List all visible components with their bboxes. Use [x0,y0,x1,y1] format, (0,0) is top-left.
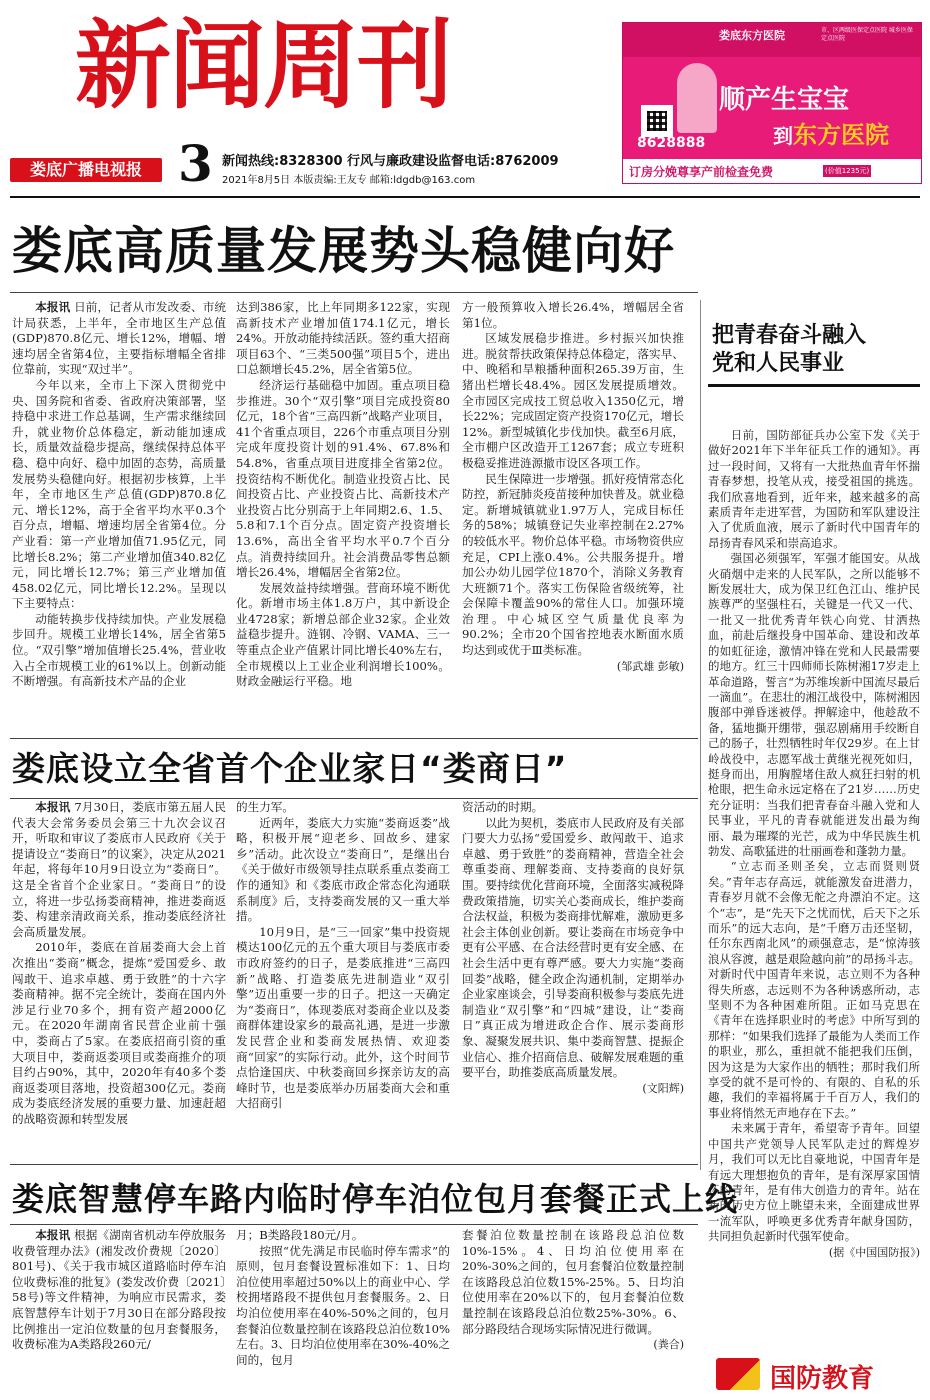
article3-paragraph: 套餐泊位数量控制在该路段总泊位数10%-15%。4、日均泊位使用率在20%-30%之间的，包月套餐泊位数量控制在该路段总泊位数15%-25%。5、日均泊位使用率在20%以下的，包月套餐泊位数量控制在该路段总泊位数25%-30%。6、部分路段结合现场实际情况进行微调。 [462,1228,684,1336]
national-defense-banner [712,1356,920,1392]
article1-paragraph: 方一般预算收入增长26.4%，增幅居全省第1位。 [462,300,684,330]
article2-paragraph: 近两年，娄底大力实施“娄商返娄”战略，积极开展“迎老乡、回故乡、建家乡”活动。此次设立“娄商日”，是继出台《关于做好市级领导挂点联系重点娄商工作的通知》和《娄底市政企常态化沟通联系制度》后，支持娄商发展的又一重大举措。 [236,815,450,924]
article2-paragraph: 2010年，娄底在首届娄商大会上首次推出“娄商”概念，提炼“爱国爱乡、敢闯敢干、追求卓越、勇于致胜”的十六字娄商精神。据不完全统计，娄商在国内外涉足行业70多个，拥有资产超2000亿元。在2020年湖南省民营企业前十强中，娄商占了5家。在娄底招商引资的重大项目中，娄商返娄项目或娄商推介的项目约占90%，其中，2020年有40多个娄商返娄项目落地，投资超300亿元。娄商成为娄底经济发展的重要力量、加速赶超的战略资源和转型发展 [12,940,226,1126]
article1-bottom-rule [10,738,698,739]
hotline-line: 新闻热线:8328300 行风与廉政建设监督电话:8762009 [222,154,559,169]
soldier-flag-icon [716,1358,760,1390]
article3-text: 根据《湖南省机动车停放服务收费管理办法》(湘发改价费规〔2020〕801号)、《关于我市城区道路临时停车泊位收费标准的批复》(娄发改价费〔2021〕58号)等文件精神，为响应市民需求，娄底智慧停车计划于7月30日在部分路段按比例推出一定泊位数量的包月套餐服务，收费标准为A类路段260元/ [12,1228,226,1352]
ad-price: (价值1235元) [825,167,870,175]
sidebar-headline-line2: 党和人民事业 [712,351,845,376]
article1-paragraph: 发展效益持续增强。营商环境不断优化。新增市场主体1.8万户，其中新设企业4728家；新增总部企业32家。企业效益稳步提升。涟钢、冷钢、VAMA、三一等重点企业产值累计同比增长40%左右，全市规模以上工业企业利润增长100%。财政金融运行平稳。地 [236,580,450,689]
station-label: 娄底广播电视报 [10,158,162,182]
defense-banner-title: 国防教育 [770,1364,875,1394]
masthead-divider [10,196,920,198]
ad-slogan-prefix: 到 [773,124,793,148]
article1-column-2 [236,300,450,728]
article2-byline: (文阳辉) [642,1081,684,1095]
article1-headline: 娄底高质量发展势头稳健向好 [12,222,675,280]
ad-note: 市、区两级医保定点医院 城乡医保定点医院 [821,27,913,42]
qr-code-pattern [647,111,667,131]
sidebar-divider [700,300,701,1170]
sidebar-paragraph: 日前，国防部征兵办公室下发《关于做好2021年下半年征兵工作的通知》。再过一段时间，又将有一大批热血青年怀揣青春梦想，投笔从戎，接受祖国的挑选。我们欣喜地看到，近年来，越来越多的高素质青年走进军营，为国防和军队建设注入了优质血液，展示了新时代中国青年的昂扬青春风采和崇高追求。 [708,428,920,550]
article3-paragraph: 月；B类路段180元/月。 [236,1228,364,1242]
article3-byline: (粪合) [653,1338,684,1352]
ad-bottom-band [623,159,921,183]
article3-rule [10,1224,698,1225]
article2-paragraph: 10月9日，是“三一回家”集中投资规模达100亿元的五个重大项目与娄底市委市政府签约的日子，是娄底推进“三高四新”战略、打造娄底先进制造业“双引擎”迈出重要一步的日子。把这一天确定为“娄商日”，体现娄底对娄商企业以及娄商群体建设家乡的最高礼遇，是进一步激发民营企业和娄商发展热情、欢迎娄商“回家”的实际行动。此外，这个时间节点恰逢国庆、中秋娄商回乡探亲访友的高峰时节，也是娄底举办历届娄商大会和重大招商引 [236,924,450,1111]
masthead-title: 新闻周刊 [75,10,451,122]
article1-paragraph: 达到386家，比上年同期多122家，实现高新技术产业增加值174.1亿元，增长24%。开放动能持续活跃。签约重大招商项目63个、“三类500强”项目5个，进出口总额增长45.2%，居全省第5位。 [236,300,450,377]
page-number: 3 [178,134,213,193]
article3-column-2 [236,1228,450,1390]
article1-lead: 本报讯 [35,300,71,314]
article1-paragraph: 民生保障进一步增强。抓好疫情常态化防控，新冠肺炎疫苗接种加快普及。就业稳定。新增城镇就业1.97万人，完成目标任务的58%；城镇登记失业率控制在2.27%的较低水平。物价总体平稳。市场物资供应充足，CPI上涨0.4%。公共服务提升。增加公办幼儿园学位1870个，消除义务教育大班额71个。落实工伤保险省级统筹，社会保障卡覆盖90%的常住人口。加强环境治理。中心城区空气质量优良率为90.2%；全市20个国省控地表水断面水质均达到或优于Ⅲ类标准。 [462,471,684,658]
ad-phone: 8628888 [637,135,706,151]
ad-hospital-name: 娄底东方医院 [719,29,785,42]
article3-paragraph: 按照“优先满足市民临时停车需求”的原则，包月套餐设置标准如下：1、日均泊位使用率超过50%以上的商业中心、学校拥堵路段不提供包月套餐服务。2、日均泊位使用率在40%-50%之间的，包月套餐泊位数量控制在该路段总泊位数10%左右。3、日均泊位使用率在30%-40%之间的，包月 [236,1243,450,1367]
article1-paragraph: 区域发展稳步推进。乡村振兴加快推进。脱贫帮扶政策保持总体稳定，落实早、中、晚稻和旱粮播种面积265.39万亩，生猪出栏增长48.4%。园区发展提质增效。全市园区完成技工贸总收入1350亿元，增长22%；完成固定资产投资170亿元，增长12%。新型城镇化步伐加快。截至6月底，全市棚户区改造开工1267套；成立专班积极稳妥推进涟源撤市设区各项工作。 [462,331,684,470]
article3-headline: 娄底智慧停车路内临时停车泊位包月套餐正式上线 [12,1180,739,1218]
article2-text: 7月30日，娄底市第五届人民代表大会常务委员会第三十九次会议召开，听取和审议了娄底市人民政府《关于提请设立“娄商日”的议案》，决定从2021年起，将每年10月9日设立为“娄商日”。这是全省首个企业家日。“娄商日”的设立，将进一步弘扬娄商精神，推进娄商返娄、构建亲清政商关系，推动娄底经济社会高质量发展。 [12,800,226,939]
qr-code-icon [641,105,673,137]
article2-column-2 [236,800,450,1160]
article1-rule [10,292,698,293]
article3-column-1 [12,1228,226,1390]
article1-text: 日前，记者从市发改委、市统计局获悉，上半年，全市地区生产总值(GDP)870.8亿元、增长12%，增幅、增速均居全省第4位，主要指标增幅全省排位靠前，实现“双过半”。 [12,300,226,377]
article2-headline: 娄底设立全省首个企业家日“娄商日” [12,749,568,788]
ad-slogan-hospital-text: 东方医院 [793,121,889,149]
article2-lead: 本报讯 [35,800,71,814]
article2-rule [10,798,698,799]
sidebar-headline-rule [708,384,920,387]
sidebar-source: (据《中国国防报》) [828,1245,920,1259]
article1-column-1 [12,300,226,728]
article1-byline: (邹武雄 彭敏) [616,659,684,673]
article1-column-3 [462,300,684,728]
article2-column-1 [12,800,226,1160]
article2-paragraph: 的生力军。 [236,800,294,814]
article1-paragraph: 动能转换步伐持续加快。产业发展稳步回升。规模工业增长14%，居全省第5位。“双引擎”增加值增长25.4%，营业收入占全市规模工业的61%以上。创新动能不断增强。有高新技术产品的企业 [12,611,226,689]
sidebar-headline-line1: 把青春奋斗融入 [712,323,867,348]
ad-slogan: 顺产生宝宝 [719,85,850,115]
sidebar-paragraph: 未来属于青年，希望寄予青年。回望中国共产党领导人民军队走过的辉煌岁月，我们可以无比自豪地说，中国青年是有远大理想抱负的青年，是有深厚家国情怀的青年，是有伟大创造力的青年。站在新的历史方位上眺望未来，全面建成世界一流军队，呼唤更多优秀青年献身国防，共同担负起新时代强军使命。 [708,1121,920,1244]
sidebar-headline [712,322,866,378]
article3-column-3 [462,1228,684,1390]
article3-lead: 本报讯 [35,1228,71,1242]
article2-bottom-rule [10,1164,698,1165]
dateline: 2021年8月5日 本版责编:王友专 邮箱:ldgdb@163.com [222,175,476,186]
hospital-advertisement [622,22,922,184]
sidebar-body [708,428,920,1356]
article1-paragraph: 经济运行基础稳中加固。重点项目稳步推进。30个“双引擎”项目完成投资80亿元，18个省“三高四新”战略产业项目，41个省重点项目，226个市重点项目分别完成年度投资计划的91.4%、67.8%和54.8%，省重点项目进度排全省第2位。投资结构不断优化。制造业投资占比、民间投资占比、产业投资占比、高新技术产业投资占比分别高于上年同期2.6、1.5、5.8和7.1个百分点。固定资产投资增长13.6%，高出全省平均水平0.7个百分点。消费持续回升。社会消费品零售总额增长26.4%，增幅居全省第2位。 [236,377,450,580]
ad-bottom-text: 订房分娩尊享产前检查免费 [629,165,774,179]
article2-column-3 [462,800,684,1160]
article2-paragraph: 以此为契机，娄底市人民政府及有关部门要大力弘扬“爱国爱乡、敢闯敢干、追求卓越、勇于致胜”的娄商精神，营造全社会尊重娄商、理解娄商、支持娄商的良好氛围。要持续优化营商环境，全面落实减税降费政策措施，切实关心娄商成长，维护娄商合法权益，积极为娄商排忧解难，激励更多社会主体创业创新。要让娄商在市场竞争中更有公平感、在合法经营时更有安全感、在社会生活中更有尊严感。要大力实施“娄商回娄”战略，健全政企沟通机制，定期举办企业家座谈会，引导娄商积极参与娄底先进制造业“双引擎”和“四城”建设，让“娄商日”真正成为增进政企合作、展示娄商形象、凝聚发展共识、集中娄商智慧、提振企业信心、推介招商信息、破解发展难题的重要平台，助推娄底高质量发展。 [462,815,684,1080]
sidebar-paragraph: “立志而圣则圣矣，立志而贤则贤矣。”青年志存高远，就能激发奋进潜力，青春岁月就不会像无舵之舟漂泊不定。这个“志”，是“先天下之忧而忧，后天下之乐而乐”的远大志向，是“千磨万击还坚韧，任尔东西南北风”的顽强意志，是“惊涛骇浪从容渡，越是艰险越向前”的昂扬斗志。对新时代中国青年来说，志立则不为各种得失所惑，志远则不为各种诱惑所动，志坚则不为各种困难所阻。正如马克思在《青年在选择职业时的考虑》中所写到的那样：“如果我们选择了最能为人类而工作的职业，那么，重担就不能把我们压倒，因为这是为大家作出的牺牲；那时我们所享受的就不是可怜的、有限的、自私的乐趣，我们的幸福将属于千百万人，我们的事业将悄然无声地存在下去。” [708,859,920,1120]
article1-paragraph: 今年以来，全市上下深入贯彻党中央、国务院和省委、省政府决策部署，坚持稳中求进工作总基调，生产需求继续回升，就业物价总体稳定，新动能加速成长，质量效益稳步提高，继续保持总体平稳、稳中向好、稳中加固的态势，高质量发展势头稳健向好。根据初步核算，上半年，全市地区生产总值(GDP)870.8亿元、增长12%，高于全省平均水平0.3个百分点，增幅、增速均居全省第4位。分产业看：第一产业增加值71.95亿元，同比增长8.2%；第二产业增加值340.82亿元，同比增长12.7%；第三产业增加值458.02亿元，同比增长12.2%。呈现以下主要特点： [12,377,226,611]
ad-mother-figure-icon [677,63,717,133]
article2-paragraph: 资活动的时期。 [462,800,544,814]
sidebar-paragraph: 强国必须强军，军强才能国安。从战火硝烟中走来的人民军队，之所以能够不断发展壮大，成为保卫红色江山、维护民族尊严的坚强柱石，关键是一代又一代、一批又一批优秀青年铁心向党、甘洒热血，前赴后继投身中国革命、建设和改革的如虹征途，激情冲锋在党和人民最需要的地方。红三十四师师长陈树湘17岁走上革命道路，誓言“为苏维埃新中国流尽最后一滴血”。在悲壮的湘江战役中，陈树湘因腹部中弹昏迷被俘。押解途中，他趁敌不备，猛地撕开绷带，强忍剧痛用手绞断自己的肠子，壮烈牺牲时年仅29岁。在上甘岭战役中，志愿军战士黄继光视死如归，挺身而出，用胸膛堵住敌人疯狂扫射的机枪眼，把生命永远定格在了21岁……历史充分证明：当我们把青春奋斗融入党和人民事业，平凡的青春就能迸发出最为绚丽、最为璀璨的光芒，成为中华民族生机勃发、高歌猛进的壮丽画卷和蓬勃力量。 [708,551,920,858]
ad-slogan-hospital [773,115,889,150]
